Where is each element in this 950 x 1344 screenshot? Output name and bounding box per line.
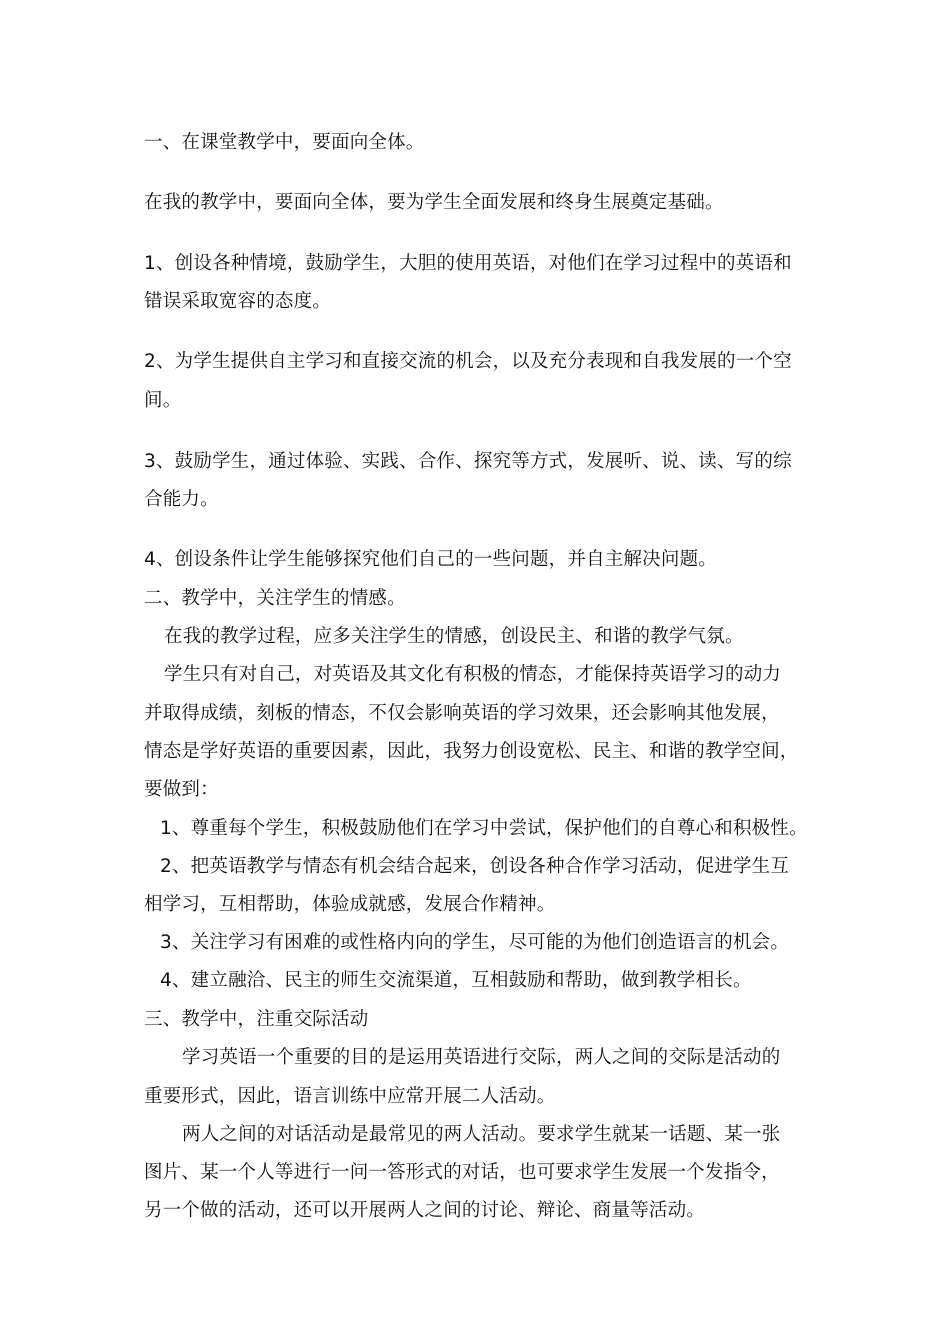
paragraph-line: 在我的教学过程，应多关注学生的情感，创设民主、和谐的教学气氛。 — [164, 626, 744, 647]
list-item-line: 3、鼓励学生，通过体验、实践、合作、探究等方式，发展听、说、读、写的综 — [144, 451, 792, 472]
section-heading-2: 二、教学中，关注学生的情感。 — [144, 588, 406, 609]
list-item-line: 4、建立融洽、民主的师生交流渠道，互相鼓励和帮助，做到教学相长。 — [160, 970, 752, 991]
paragraph-line: 两人之间的对话活动是最常见的两人活动。要求学生就某一话题、某一张 — [182, 1124, 781, 1145]
section-heading-1: 一、在课堂教学中，要面向全体。 — [144, 132, 425, 153]
list-item-line: 合能力。 — [144, 489, 219, 510]
section-heading-3: 三、教学中，注重交际活动 — [144, 1009, 369, 1030]
list-item-line: 间。 — [144, 390, 182, 411]
paragraph-line: 图片、某一个人等进行一问一答形式的对话，也可要求学生发展一个发指令， — [144, 1162, 780, 1183]
list-item-line: 2、把英语教学与情态有机会结合起来，创设各种合作学习活动，促进学生互 — [160, 856, 790, 877]
paragraph-line: 并取得成绩，刻板的情态，不仅会影响英语的学习效果，还会影响其他发展， — [144, 703, 780, 724]
paragraph-line: 情态是学好英语的重要因素，因此，我努力创设宽松、民主、和谐的教学空间， — [144, 741, 799, 762]
paragraph-line: 学生只有对自己，对英语及其文化有积极的情态，才能保持英语学习的动力 — [164, 664, 782, 685]
list-item-line: 1、创设各种情境，鼓励学生，大胆的使用英语，对他们在学习过程中的英语和 — [144, 253, 792, 274]
list-item-line: 相学习，互相帮助，体验成就感，发展合作精神。 — [144, 894, 556, 915]
list-item-line: 3、关注学习有困难的或性格内向的学生，尽可能的为他们创造语言的机会。 — [160, 932, 790, 953]
paragraph-line: 要做到： — [144, 779, 219, 800]
list-item-line: 4、创设条件让学生能够探究他们自己的一些问题，并自主解决问题。 — [144, 549, 717, 570]
list-item-line: 2、为学生提供自主学习和直接交流的机会，以及充分表现和自我发展的一个空 — [144, 351, 792, 372]
paragraph-line: 在我的教学中，要面向全体，要为学生全面发展和终身生展奠定基础。 — [144, 192, 724, 213]
paragraph-line: 学习英语一个重要的目的是运用英语进行交际，两人之间的交际是活动的 — [182, 1047, 781, 1068]
list-item-line: 1、尊重每个学生，积极鼓励他们在学习中尝试，保护他们的自尊心和积极性。 — [160, 818, 808, 839]
paragraph-line: 另一个做的活动，还可以开展两人之间的讨论、辩论、商量等活动。 — [144, 1200, 706, 1221]
paragraph-line: 重要形式，因此，语言训练中应常开展二人活动。 — [144, 1086, 556, 1107]
list-item-line: 错误采取宽容的态度。 — [144, 291, 332, 312]
